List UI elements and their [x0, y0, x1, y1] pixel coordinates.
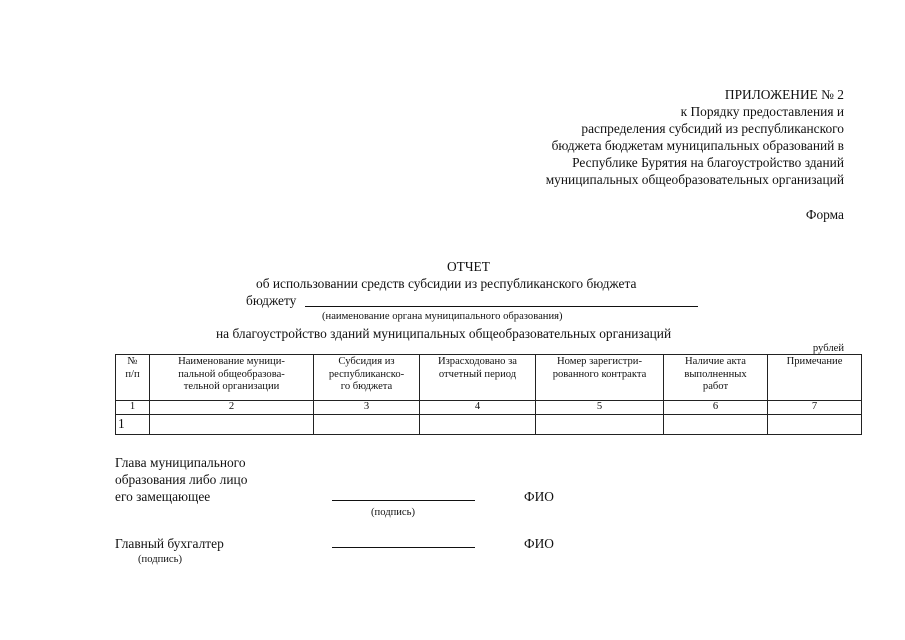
table-row	[116, 414, 862, 434]
header-subsidy: Субсидия из республиканско- го бюджета	[314, 355, 420, 401]
column-number: 3	[314, 401, 420, 415]
head-label-line-1: Главa муниципального	[115, 455, 246, 470]
accountant-label: Главный бухгалтер	[115, 536, 224, 551]
head-label-line-2: образования либо лицо	[115, 472, 248, 487]
column-number: 5	[536, 401, 664, 415]
appendix-line-1: к Порядку предоставления и	[680, 104, 844, 119]
column-number: 4	[420, 401, 536, 415]
header-note: Примечание	[768, 355, 862, 401]
head-fio: ФИО	[524, 489, 554, 504]
head-label-line-3: его замещающее	[115, 489, 211, 504]
header-organization: Наименование муници- пальной общеобразова- тельной организации	[150, 355, 314, 401]
table-cell	[420, 414, 536, 434]
table-cell: 1	[116, 414, 150, 434]
currency-unit: рублей	[812, 343, 844, 354]
head-signature-line	[332, 500, 475, 501]
table-cell	[664, 414, 768, 434]
accountant-fio: ФИО	[524, 536, 554, 551]
column-number-row	[116, 401, 862, 415]
head-signature-hint: (подпись)	[371, 507, 415, 518]
header-contract: Номер зарегистри- рованного контракта	[536, 355, 664, 401]
form-label: Форма	[805, 207, 844, 222]
report-purpose: на благоустройство зданий муниципальных общеобразовательных организаций	[216, 326, 672, 341]
table-cell	[768, 414, 862, 434]
budget-label: бюджету	[246, 293, 297, 308]
appendix-line-5: муниципальных общеобразовательных организаций	[545, 172, 844, 187]
column-number: 2	[150, 401, 314, 415]
column-number: 7	[768, 401, 862, 415]
header-act: Наличие акта выполненных работ	[664, 355, 768, 401]
appendix-title: ПРИЛОЖЕНИЕ № 2	[724, 87, 844, 102]
table-cell	[150, 414, 314, 434]
budget-name-line	[305, 306, 698, 307]
appendix-line-3: бюджета бюджетам муниципальных образований в	[551, 138, 844, 153]
budget-name-hint: (наименование органа муниципального образования)	[322, 311, 563, 322]
accountant-signature-hint: (подпись)	[138, 554, 182, 565]
report-table	[115, 354, 862, 435]
appendix-line-4: Республике Бурятия на благоустройство зданий	[572, 155, 844, 170]
header-spent: Израсходовано за отчетный период	[420, 355, 536, 401]
report-title: ОТЧЕТ	[447, 259, 490, 274]
accountant-signature-line	[332, 547, 475, 548]
table-cell	[536, 414, 664, 434]
table-cell	[314, 414, 420, 434]
column-number: 6	[664, 401, 768, 415]
appendix-line-2: распределения субсидий из республиканского	[581, 121, 844, 136]
column-number: 1	[116, 401, 150, 415]
table-header-row	[116, 355, 862, 401]
report-subtitle: об использовании средств субсидии из республиканского бюджета	[256, 276, 637, 291]
header-num: № п/п	[116, 355, 150, 401]
